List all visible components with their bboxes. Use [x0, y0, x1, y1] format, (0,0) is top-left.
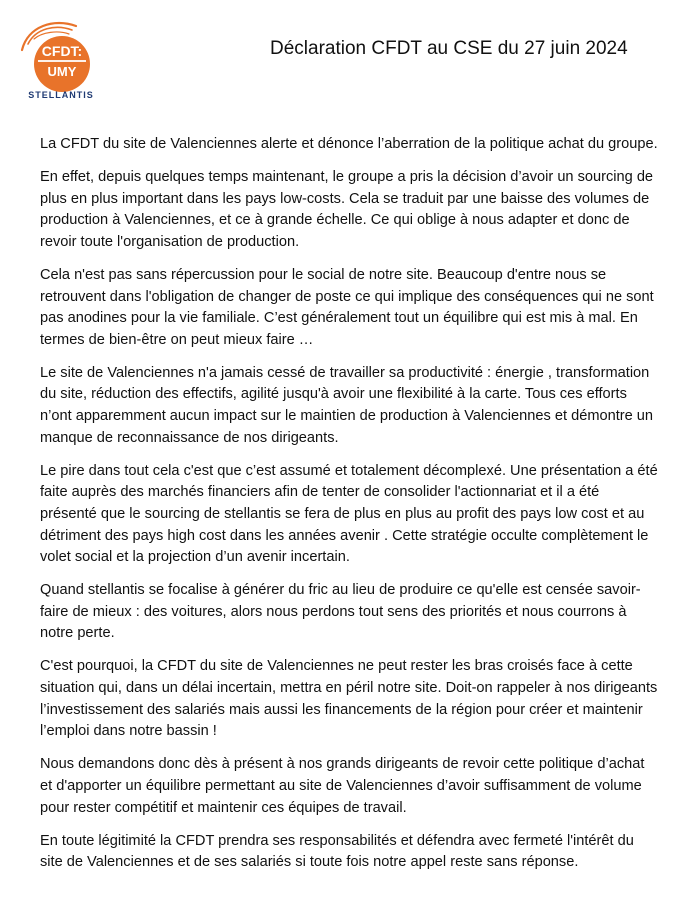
declaration-body [40, 134, 658, 885]
paragraph: Le site de Valenciennes n'a jamais cessé de travailler sa productivité : énergie , transformation du site, réduction des effectifs, agilité jusqu'à avoir une flexibilité à la carte. Tous ces efforts n’ont apparemment aucun impact sur le maintien de production à Valenciennes et démontre un manque de reconnaissance de nos dirigeants. [40, 364, 654, 446]
paragraph: Quand stellantis se focalise à générer du fric au lieu de produire ce qu'elle est censée savoir-faire de mieux : des voitures, alors nous perdons tout sens des priorités et nous courrons à notre perte. [40, 582, 641, 642]
paragraph: Le pire dans tout cela c'est que c’est assumé et totalement décomplexé. Une présentation a été faite auprès des marchés financiers afin de tenter de consolider l'actionnariat et il a été présenté que le sourcing de stellantis se fera de plus en plus au profit des pays low cost et au détriment des pays high cost dans les années avenir . Cette stratégie occulte complètement le volet social et la projection d’un avenir incertain. [40, 462, 658, 566]
paragraph: En toute légitimité la CFDT prendra ses responsabilités et défendra avec fermeté l'intérêt du site de Valenciennes et de ses salariés si toute fois notre appel reste sans réponse. [40, 832, 634, 871]
logo-subtext: STELLANTIS [28, 90, 94, 100]
page-title: Déclaration CFDT au CSE du 27 juin 2024 [270, 38, 628, 59]
paragraph: Nous demandons donc dès à présent à nos grands dirigeants de revoir cette politique d’achat et d'apporter un équilibre permettant au site de Valenciennes d’avoir suffisamment de volume pour rester compétitif et maintenir ces équipes de travail. [40, 756, 645, 816]
paragraph: Cela n'est pas sans répercussion pour le social de notre site. Beaucoup d'entre nous se retrouvent dans l'obligation de changer de poste ce qui implique des conséquences qui ne sont pas anodines pour la vie familiale. C’est généralement tout un équilibre qui est mis à mal. En termes de bien-être on peut mieux faire … [40, 266, 654, 348]
paragraph: C'est pourquoi, la CFDT du site de Valenciennes ne peut rester les bras croisés face à cette situation qui, dans un délai incertain, mettra en péril notre site. Doit-on rappeler à nos dirigeants l’investissement des salariés mais aussi les financements de la région pour créer et maintenir l’emploi dans notre bassin ! [40, 658, 658, 740]
paragraph: En effet, depuis quelques temps maintenant, le groupe a pris la décision d’avoir un sourcing de plus en plus important dans les pays low-costs. Cela se traduit par une baisse des volumes de production à Valenciennes, et ce à grande échelle. Ce qui oblige à nous adapter et donc de revoir toute l'organisation de production. [40, 169, 654, 250]
logo-text-bottom: UMY [47, 64, 77, 79]
logo-text-top: CFDT: [41, 43, 83, 59]
paragraph: La CFDT du site de Valenciennes alerte et dénonce l’aberration de la politique achat du groupe. [40, 136, 658, 152]
cfdt-logo-graphic [14, 12, 104, 92]
